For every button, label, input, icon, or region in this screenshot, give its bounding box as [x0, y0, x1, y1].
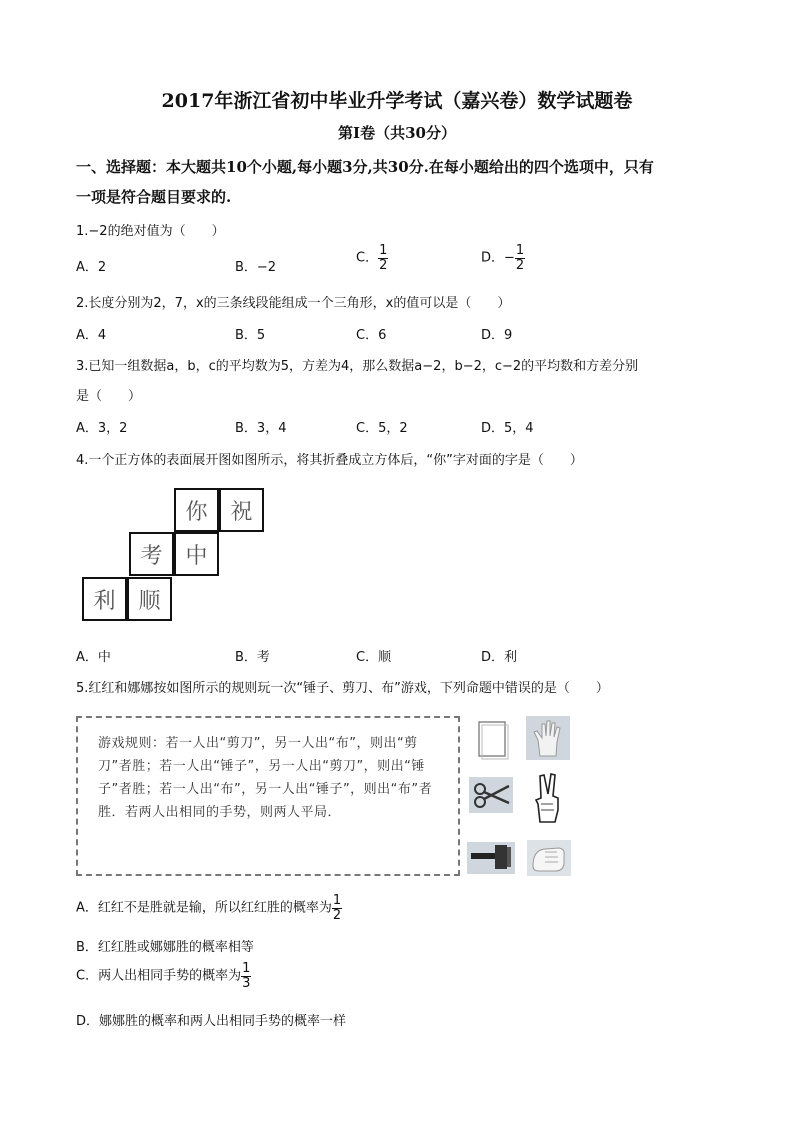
q4-option-b: B．考 [235, 650, 270, 665]
q1-option-a: A．2 [76, 260, 107, 275]
cube-face-kao: 考 [129, 532, 174, 576]
q1-option-c-fraction [378, 244, 388, 272]
cube-face-shun: 顺 [127, 577, 172, 621]
victory-hand-icon [527, 770, 571, 814]
cube-face-you: 你 [174, 488, 219, 532]
q1-option-c-prefix: C． [356, 250, 379, 266]
q4-option-a: A．中 [76, 650, 111, 665]
question-3-text-line1: 3.已知一组数据a，b，c的平均数为5，方差为4，那么数据a−2，b−2，c−2的平均数和方差分别 [76, 359, 639, 374]
cube-face-zhong: 中 [174, 532, 219, 576]
q2-option-d: D．9 [481, 328, 513, 343]
q3-option-a: A．3，2 [76, 421, 128, 436]
q5-option-c-numerator: 1 [242, 961, 251, 976]
q1-option-b: B．−2 [235, 260, 277, 275]
page-subtitle: 第Ⅰ卷（共30分） [338, 124, 456, 142]
cube-face-li: 利 [82, 577, 127, 621]
q5-option-b: B．红红胜或娜娜胜的概率相等 [76, 940, 254, 955]
q5-option-a-numerator: 1 [332, 893, 342, 908]
q1-option-d [481, 244, 525, 272]
q5-option-d: D．娜娜胜的概率和两人出相同手势的概率一样 [76, 1014, 347, 1029]
section-heading-line2: 一项是符合题目要求的. [76, 188, 232, 206]
q1-option-c [356, 244, 388, 272]
q2-option-c: C．6 [356, 328, 387, 343]
game-rules-text: 游戏规则：若一人出“剪刀”，另一人出“布”，则出“剪刀”者胜；若一人出“锤子”，另一人出“剪刀”，则出“锤子”者胜；若一人出“布”，另一人出“锤子”，则出“布”者胜．若两人出相同的手势，则两人平局． [98, 736, 433, 820]
open-hand-icon [526, 716, 570, 760]
q5-option-a-denominator: 2 [332, 907, 342, 923]
q5-option-c-denominator: 3 [242, 975, 251, 991]
hammer-icon [467, 836, 511, 880]
question-2-text: 2.长度分别为2，7，x的三条线段能组成一个三角形，x的值可以是（ ） [76, 296, 511, 311]
q5-option-a-prefix: A．红红不是胜就是输，所以红红胜的概率为 [76, 900, 332, 916]
section-heading-line1: 一、选择题：本大题共10个小题,每小题3分,共30分.在每小题给出的四个选项中，只有 [76, 158, 654, 176]
cube-face-zhu: 祝 [219, 488, 264, 532]
q1-option-d-fraction [515, 244, 525, 272]
question-1-text: 1.−2的绝对值为（ ） [76, 224, 225, 239]
question-3-text-line2: 是（ ） [76, 389, 142, 404]
q5-option-a [76, 894, 342, 922]
question-4-text: 4.一个正方体的表面展开图如图所示，将其折叠成立方体后，“你”字对面的字是（ ） [76, 453, 583, 468]
fist-icon [527, 838, 571, 882]
q3-option-d: D．5，4 [481, 421, 534, 436]
page-title: 2017年浙江省初中毕业升学考试（嘉兴卷）数学试题卷 [161, 90, 633, 112]
q5-option-a-fraction [332, 894, 342, 922]
q3-option-c: C．5，2 [356, 421, 408, 436]
q1-option-d-prefix: D．− [481, 250, 515, 266]
q1-option-c-denominator: 2 [379, 257, 388, 273]
q1-option-c-numerator: 1 [379, 243, 388, 258]
q4-option-c: C．顺 [356, 650, 392, 665]
q4-option-d: D．利 [481, 650, 518, 665]
q5-option-c-fraction [241, 962, 251, 990]
game-rules-box [76, 716, 460, 876]
q5-option-c [76, 962, 251, 990]
q5-option-c-prefix: C．两人出相同手势的概率为 [76, 968, 242, 984]
q2-option-a: A．4 [76, 328, 107, 343]
paper-icon [472, 718, 516, 762]
q1-option-d-numerator: 1 [515, 243, 525, 258]
q3-option-b: B．3，4 [235, 421, 287, 436]
q2-option-b: B．5 [235, 328, 266, 343]
question-5-text: 5.红红和娜娜按如图所示的规则玩一次“锤子、剪刀、布”游戏，下列命题中错误的是（ ） [76, 681, 609, 696]
q1-option-d-denominator: 2 [515, 257, 525, 273]
scissors-icon [469, 773, 513, 817]
